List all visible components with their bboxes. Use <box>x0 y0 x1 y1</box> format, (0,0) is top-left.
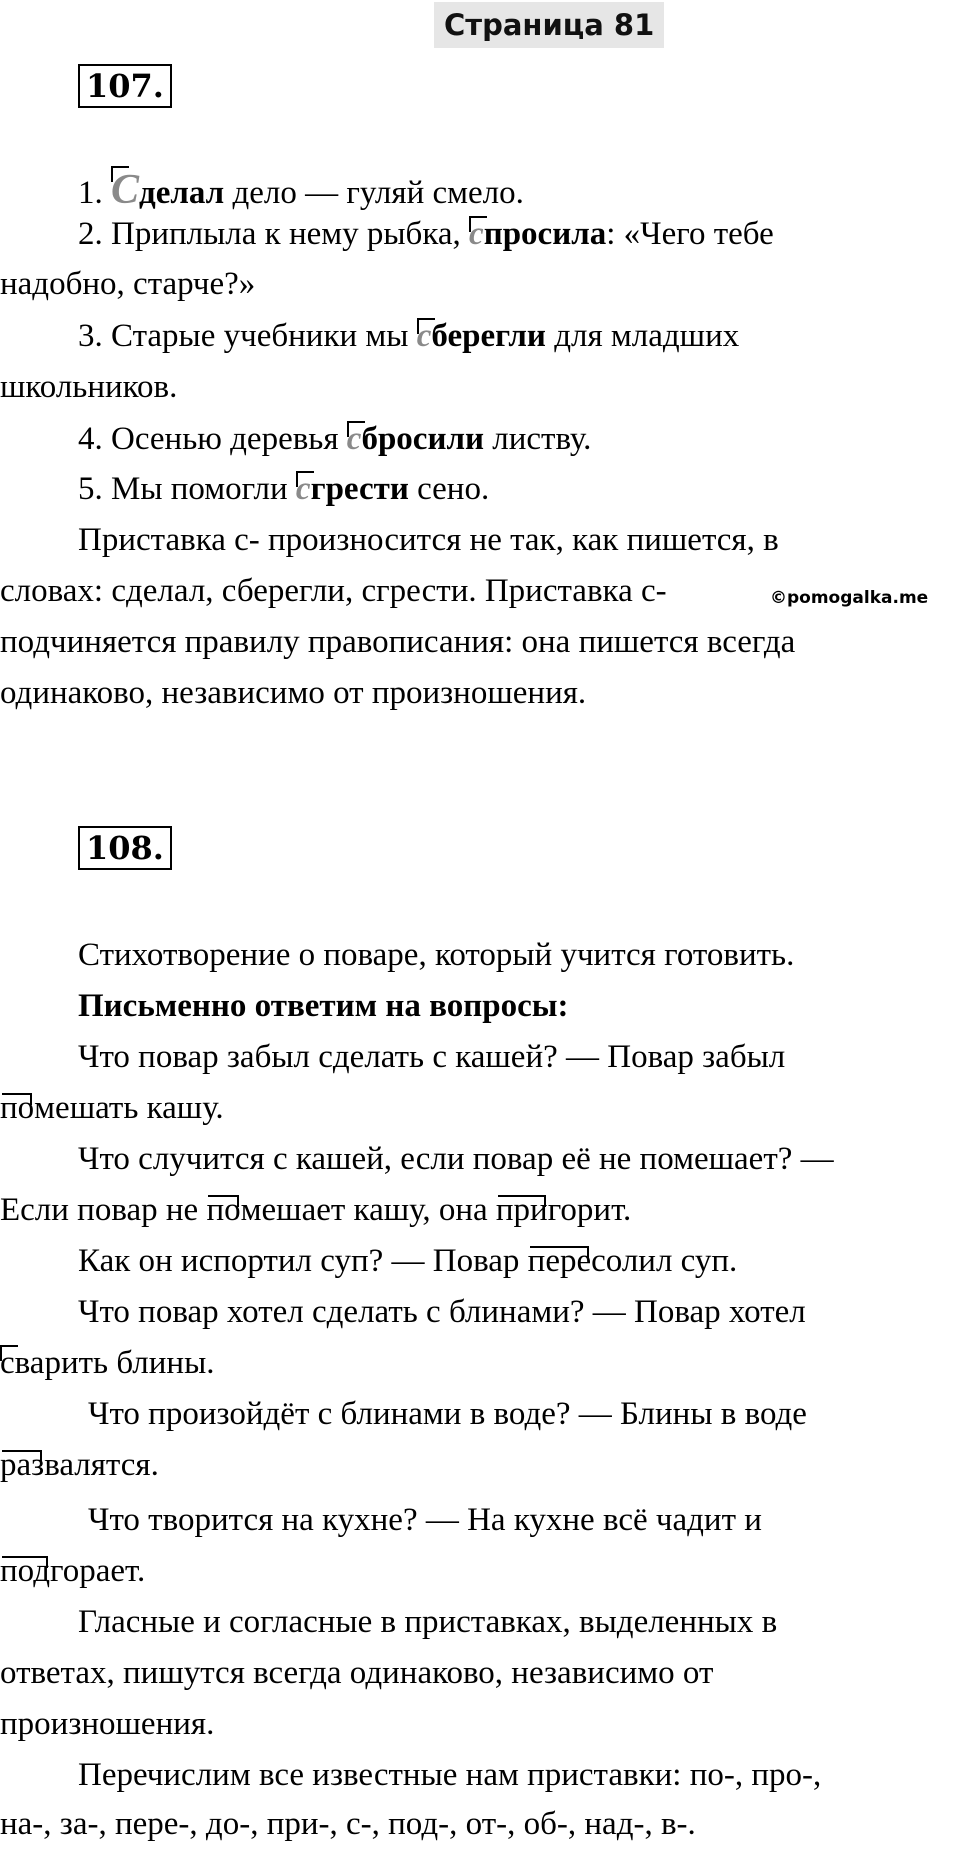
paragraph-line: на-, за-, пере-, до-, при-, с-, под-, от-, об-, над-, в-. <box>0 1806 696 1842</box>
sentence-3: 3. Старые учебники мы сберегли для младших <box>78 318 740 354</box>
paragraph-line: Перечислим все известные нам приставки: по-, про-, <box>78 1757 822 1793</box>
task-108-number: 108. <box>78 826 172 870</box>
sentence-3-cont: школьников. <box>0 369 178 405</box>
prefix-pri: при <box>495 1192 548 1228</box>
page-title: Страница 81 <box>434 2 664 48</box>
prefix-s: с <box>469 216 484 252</box>
prefix-po: по <box>206 1192 241 1228</box>
question-6: Что творится на кухне? — На кухне всё чадит и <box>88 1502 762 1538</box>
sentence-2-cont: надобно, старче?» <box>0 266 256 302</box>
paragraph-line: одинаково, независимо от произношения. <box>0 675 587 711</box>
paragraph-line: Приставка с- произносится не так, как пишется, в <box>78 522 779 558</box>
answer-5: развалятся. <box>0 1447 159 1483</box>
answer-1: помешать кашу. <box>0 1090 224 1126</box>
intro-line: Стихотворение о поваре, который учится готовить. <box>78 937 795 973</box>
answer-4: сварить блины. <box>0 1345 215 1381</box>
paragraph-line: Гласные и согласные в приставках, выделенных в <box>78 1604 778 1640</box>
prefix-s: с <box>416 318 432 354</box>
prefix-po: по <box>0 1090 35 1126</box>
watermark: ©pomogalka.me <box>770 588 929 608</box>
sentence-4: 4. Осенью деревья сбросили листву. <box>78 421 592 457</box>
task-107-number: 107. <box>78 64 172 108</box>
prefix-pod: под <box>0 1553 50 1589</box>
question-4: Что повар хотел сделать с блинами? — Повар хотел <box>78 1294 806 1330</box>
prefix-pere: пере <box>527 1243 592 1279</box>
question-5: Что произойдёт с блинами в воде? — Блины в воде <box>88 1396 807 1432</box>
sentence-5: 5. Мы помогли сгрести сено. <box>78 471 490 507</box>
prefix-s: с <box>346 421 362 457</box>
answer-2: Если повар не помешает кашу, она пригорит. <box>0 1192 632 1228</box>
paragraph-line: произношения. <box>0 1706 215 1742</box>
question-2: Что случится с кашей, если повар её не помешает? — <box>78 1141 834 1177</box>
sentence-1: 1. Сделал дело — гуляй смело. <box>78 167 524 213</box>
section-heading: Письменно ответим на вопросы: <box>78 988 569 1024</box>
question-3: Как он испортил суп? — Повар пересолил суп. <box>78 1243 738 1279</box>
prefix-s: с <box>295 471 311 507</box>
sentence-2: 2. Приплыла к нему рыбка, спросила: «Чего тебе <box>78 216 774 252</box>
question-1: Что повар забыл сделать с кашей? — Повар забыл <box>78 1039 786 1075</box>
paragraph-line: ответах, пишутся всегда одинаково, независимо от <box>0 1655 714 1691</box>
prefix-raz: раз <box>0 1447 45 1483</box>
paragraph-line: подчиняется правилу правописания: она пишется всегда <box>0 624 796 660</box>
prefix-s: С <box>111 167 140 213</box>
answer-6: подгорает. <box>0 1553 146 1589</box>
paragraph-line: словах: сделал, сберегли, сгрести. Приставка с- <box>0 573 667 609</box>
prefix-s: с <box>0 1345 15 1381</box>
